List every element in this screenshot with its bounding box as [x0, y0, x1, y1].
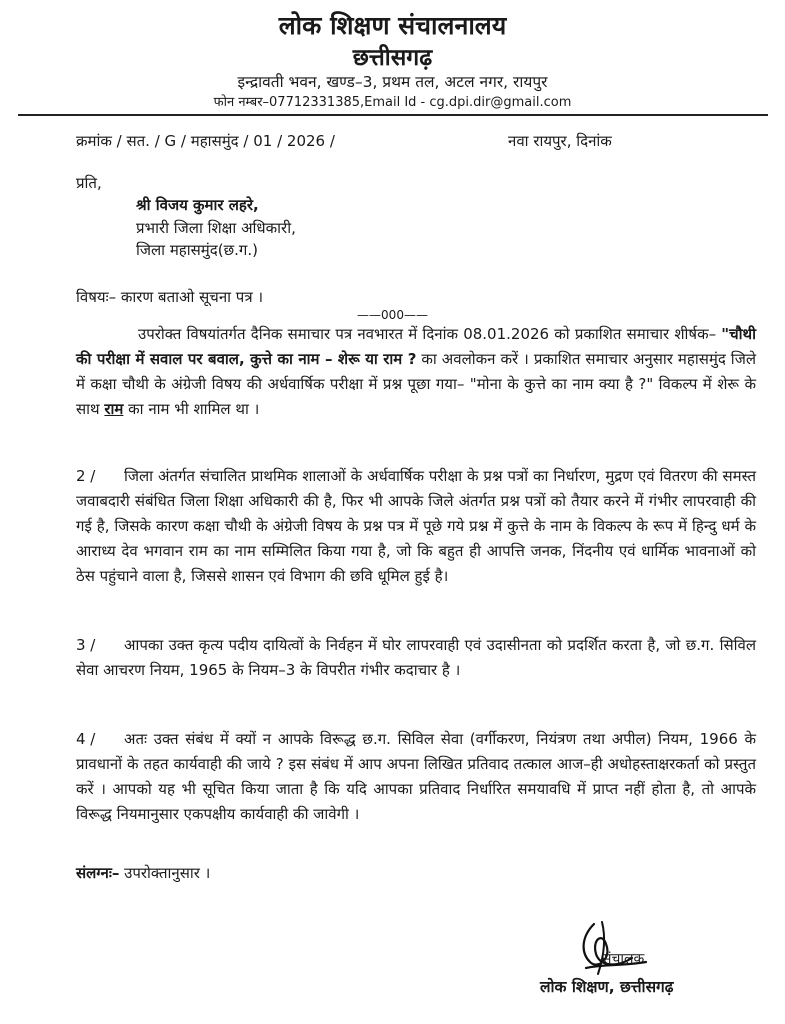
recipient-prefix: प्रति, [76, 174, 102, 192]
paragraph-4 [76, 727, 756, 827]
paragraph-1 [76, 322, 756, 422]
para1-text-b: का अवलोकन करें । प्रकाशित समाचार अनुसार महासमुंद जिले में कक्षा चौथी के अंग्रेजी विषय की अर्धवार्षिक परीक्षा में प्रश्न पूछा गया– "मोना के कुत्ते का नाम क्या है ?" विकल्प में शेरू के साथ [76, 350, 756, 418]
para3-number: 3 / [76, 636, 96, 654]
signatory-title: संचालक [602, 951, 645, 967]
office-name: लोक शिक्षण संचालनालय [278, 11, 507, 40]
subject-line: विषयः– कारण बताओ सूचना पत्र । [76, 288, 264, 306]
office-address: इन्द्रावती भवन, खण्ड–3, प्रथम तल, अटल नगर, रायपुर [237, 73, 548, 91]
enclosure-text: उपरोक्तानुसार । [119, 864, 211, 882]
signature-icon [572, 918, 652, 978]
recipient-designation: प्रभारी जिला शिक्षा अधिकारी, [136, 219, 296, 237]
place-date: नवा रायपुर, दिनांक [508, 132, 612, 150]
enclosure-label: संलग्नः– [76, 864, 120, 882]
para4-text: अतः उक्त संबंध में क्यों न आपके विरूद्ध छ.ग. सिविल सेवा (वर्गीकरण, नियंत्रण तथा अपील) नियम, 1966 के प्रावधानों के तहत कार्यवाही की जाये ? इस संबंध में आप अपना लिखित प्रतिवाद तत्काल आज–ही अधोहस्ताक्षरकर्ता को प्रस्तुत करें । आपको यह भी सूचित किया जाता है कि यदि आपका प्रतिवाद निर्धारित समयावधि में प्राप्त नहीं होता है, तो आपके विरूद्ध नियमानुसार एकपक्षीय कार्यवाही की जावेगी । [76, 730, 756, 823]
para3-text: आपका उक्त कृत्य पदीय दायित्वों के निर्वहन में घोर लापरवाही एवं उदासीनता को प्रदर्शित करता है, जो छ.ग. सिविल सेवा आचरण नियम, 1965 के नियम–3 के विपरीत गंभीर कदाचार है । [76, 636, 756, 679]
para4-number: 4 / [76, 730, 96, 748]
signatory-office: लोक शिक्षण, छत्तीसगढ़ [540, 978, 674, 996]
separator: ——000—— [357, 308, 428, 322]
header-divider [18, 114, 768, 116]
para2-number: 2 / [76, 467, 96, 485]
para1-text-a: उपरोक्त विषयांतर्गत दैनिक समाचार पत्र नवभारत में दिनांक 08.01.2026 को प्रकाशित समाचार शीर्षक– [138, 325, 722, 343]
para2-text: जिला अंतर्गत संचालित प्राथमिक शालाओं के अर्धवार्षिक परीक्षा के प्रश्न पत्रों का निर्धारण, मुद्रण एवं वितरण की समस्त जवाबदारी संबंधित जिला शिक्षा अधिकारी की है, फिर भी आपके जिले अंतर्गत प्रश्न पत्रों को तैयार करने में गंभीर लापरवाही की गई है, जिसके कारण कक्षा चौथी के अंग्रेजी विषय के प्रश्न पत्र में पूछे गये प्रश्न में कुत्ते के नाम के विकल्प के रूप में हिन्दु धर्म के आराध्य देव भगवान राम का नाम सम्मिलित किया गया है, जो कि बहुत ही आपत्ति जनक, निंदनीय एवं धार्मिक भावनाओं को ठेस पहुंचाने वाला है, जिससे शासन एवं विभाग की छवि धूमिल हुई है। [76, 467, 756, 585]
reference-number: क्रमांक / सत. / G / महासमुंद / 01 / 2026 / [76, 132, 335, 150]
recipient-location: जिला महासमुंद(छ.ग.) [136, 241, 258, 259]
paragraph-3 [76, 633, 756, 683]
contact-line: फोन नम्बर–07712331385,Email Id - cg.dpi.dir@gmail.com [213, 95, 572, 110]
state-name: छत्तीसगढ़ [352, 45, 433, 71]
paragraph-2 [76, 464, 756, 589]
news-headline: "चौथी की परीक्षा में सवाल पर बवाल, कुत्ते का नाम – शेरू या राम ? [76, 325, 756, 368]
para1-text-c: का नाम भी शामिल था । [123, 400, 260, 418]
highlighted-word: राम [104, 400, 124, 418]
recipient-name: श्री विजय कुमार लहरे, [136, 196, 259, 214]
enclosure-line [76, 864, 210, 883]
